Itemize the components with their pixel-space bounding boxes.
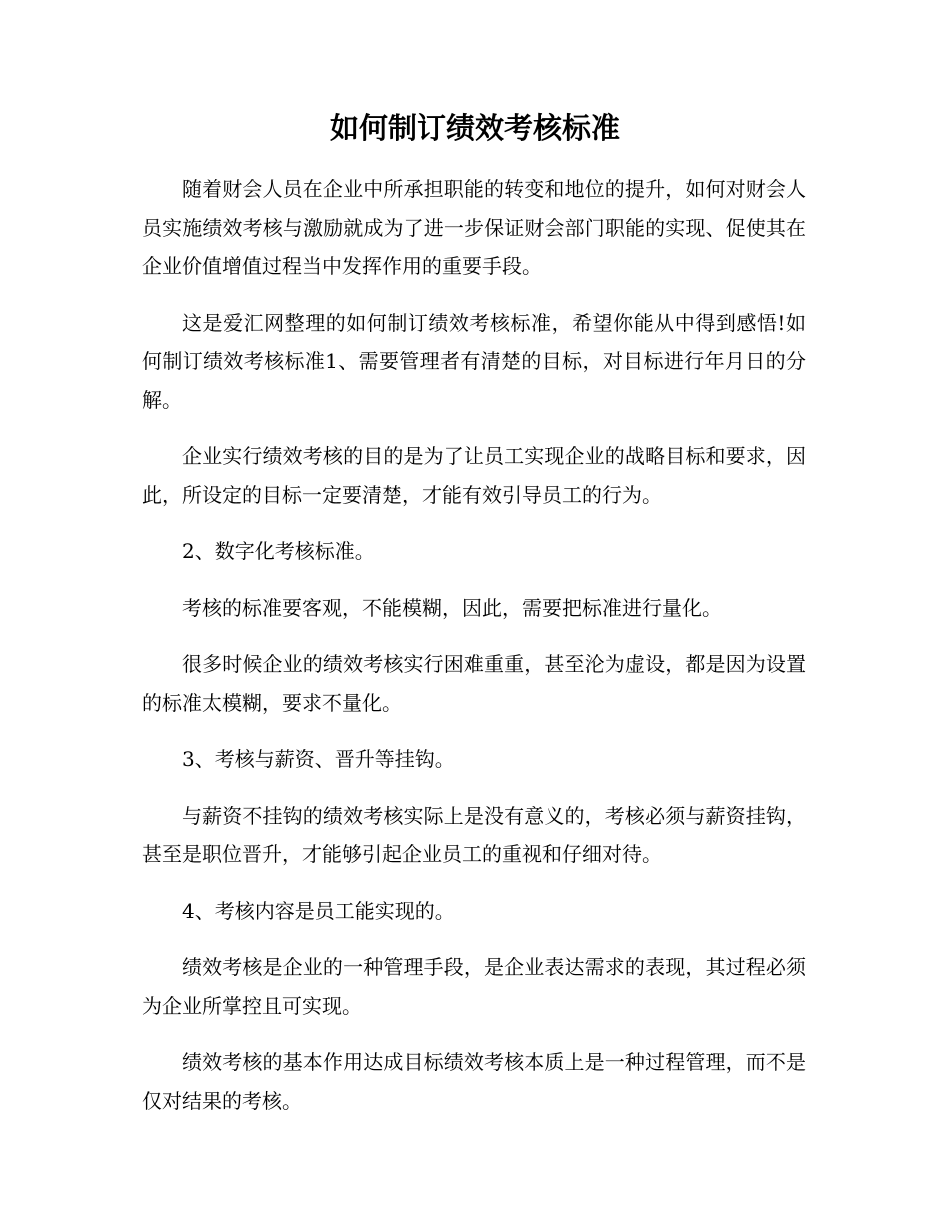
paragraph: 4、考核内容是员工能实现的。 [182,898,455,923]
paragraph: 这是爱汇网整理的如何制订绩效考核标准，希望你能从中得到感悟!如何制订绩效考核标准1、需要管理者有清楚的目标，对目标进行年月日的分解。 [142,310,806,412]
paragraph: 绩效考核是企业的一种管理手段，是企业表达需求的表现，其过程必须为企业所掌控且可实现。 [142,955,806,1018]
paragraph: 考核的标准要客观，不能模糊，因此，需要把标准进行量化。 [182,595,722,620]
paragraph: 2、数字化考核标准。 [182,539,375,563]
document-title: 如何制订绩效考核标准 [329,111,620,145]
paragraph: 3、考核与薪资、晋升等挂钩。 [182,747,455,771]
paragraph: 很多时候企业的绩效考核实行困难重重，甚至沦为虚设，都是因为设置的标准太模糊，要求不量化。 [142,652,806,715]
paragraph: 绩效考核的基本作用达成目标绩效考核本质上是一种过程管理，而不是仅对结果的考核。 [142,1050,806,1113]
paragraph: 随着财会人员在企业中所承担职能的转变和地位的提升，如何对财会人员实施绩效考核与激励就成为了进一步保证财会部门职能的实现、促使其在企业价值增值过程当中发挥作用的重要手段。 [142,177,806,278]
document-body [142,170,806,1138]
paragraph: 与薪资不挂钩的绩效考核实际上是没有意义的，考核必须与薪资挂钩，甚至是职位晋升，才能够引起企业员工的重视和仔细对待。 [142,803,806,866]
paragraph: 企业实行绩效考核的目的是为了让员工实现企业的战略目标和要求，因此，所设定的目标一定要清楚，才能有效引导员工的行为。 [142,444,806,507]
